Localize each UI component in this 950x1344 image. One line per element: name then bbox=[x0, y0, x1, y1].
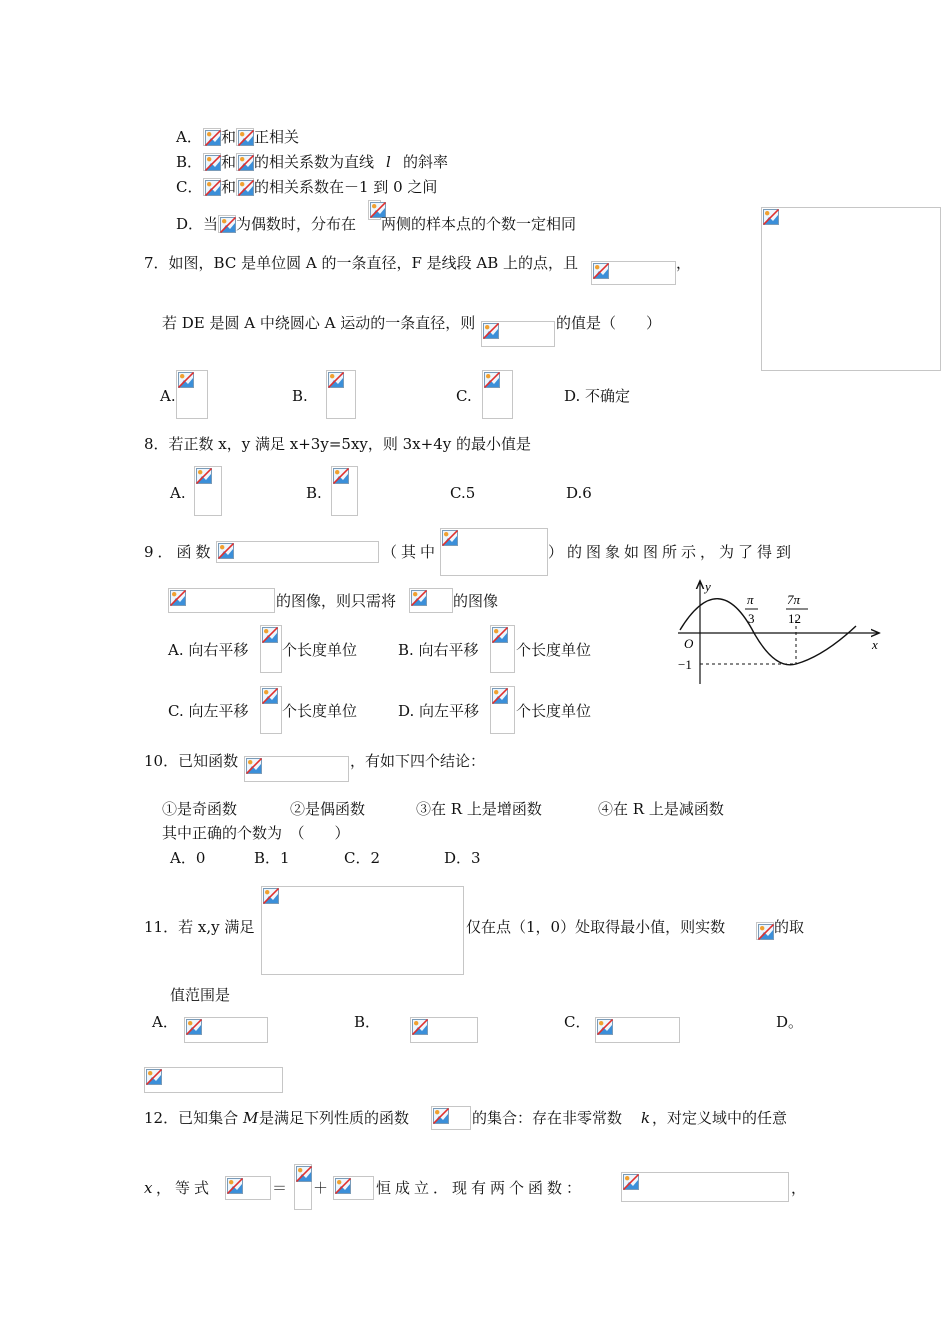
q8-option-b: B. bbox=[306, 484, 322, 502]
origin-label: O bbox=[684, 636, 694, 651]
broken-image-icon bbox=[492, 688, 508, 704]
formula-image bbox=[244, 756, 349, 782]
formula-image bbox=[176, 370, 208, 419]
q12-set-m: M bbox=[243, 1109, 259, 1127]
formula-image bbox=[236, 128, 254, 146]
formula-image bbox=[591, 261, 676, 285]
formula-image bbox=[218, 215, 236, 233]
q9-option-d-unit: 个长度单位 bbox=[516, 702, 592, 720]
formula-image bbox=[409, 588, 453, 613]
pi-numerator-1: π bbox=[747, 592, 754, 607]
neg-one-label: −1 bbox=[678, 657, 692, 672]
formula-image bbox=[216, 541, 379, 563]
q9-option-b-unit: 个长度单位 bbox=[516, 641, 592, 659]
formula-image bbox=[440, 528, 548, 576]
q11-option-c: C． bbox=[564, 1013, 591, 1031]
q7-stem-ask: 的值是（ ） bbox=[556, 314, 662, 332]
q6-d-text2: 两侧的样本点的个数一定相同 bbox=[381, 215, 577, 233]
q10-ask: 其中正确的个数为 （ ） bbox=[162, 824, 350, 842]
q9-stem-num: 9．函数 bbox=[144, 543, 215, 561]
broken-image-icon bbox=[238, 180, 254, 196]
formula-image bbox=[203, 153, 221, 171]
broken-image-icon bbox=[484, 372, 500, 388]
pi-numerator-2: 7π bbox=[787, 592, 801, 607]
formula-image bbox=[194, 466, 222, 516]
formula-image bbox=[260, 686, 282, 734]
q12-comma: ， bbox=[791, 1179, 807, 1197]
q8-option-c: C.5 bbox=[450, 484, 476, 502]
q10-stem-b: ，有如下四个结论： bbox=[350, 752, 486, 770]
q9-option-b: B. 向右平移 bbox=[398, 641, 479, 659]
broken-image-icon bbox=[178, 372, 194, 388]
q12-const-k: k bbox=[641, 1109, 651, 1127]
q9-option-c-unit: 个长度单位 bbox=[282, 702, 358, 720]
formula-image bbox=[595, 1017, 680, 1043]
broken-image-icon bbox=[146, 1069, 162, 1085]
formula-image bbox=[410, 1017, 478, 1043]
broken-image-icon bbox=[218, 543, 234, 559]
broken-image-icon bbox=[220, 217, 236, 233]
formula-image bbox=[490, 625, 515, 673]
q8-option-d: D.6 bbox=[566, 484, 592, 502]
q6-option-c-label: C． bbox=[176, 178, 203, 196]
formula-image bbox=[144, 1067, 283, 1093]
broken-image-icon bbox=[205, 130, 221, 146]
formula-image bbox=[261, 886, 464, 975]
formula-image bbox=[203, 178, 221, 196]
q7-stem-comma: ， bbox=[676, 254, 692, 272]
q12-plus: ＋ bbox=[313, 1179, 329, 1197]
broken-image-icon bbox=[597, 1019, 613, 1035]
q10-option-b: B．1 bbox=[254, 849, 290, 867]
formula-image bbox=[294, 1164, 312, 1210]
formula-image bbox=[756, 922, 774, 940]
broken-image-icon bbox=[492, 627, 508, 643]
denominator-1: 3 bbox=[748, 611, 755, 626]
q7-stem-line2: 若 DE 是圆 A 中绕圆心 A 运动的一条直径，则 bbox=[162, 314, 476, 332]
q8-stem: 8．若正数 x，y 满足 x+3y=5xy，则 3x+4y 的最小值是 bbox=[144, 435, 531, 453]
broken-image-icon bbox=[238, 130, 254, 146]
q11-stem-b: 仅在点（1，0）处取得最小值，则实数 bbox=[466, 918, 726, 936]
q6-b-var: l bbox=[386, 153, 391, 171]
broken-image-icon bbox=[758, 924, 774, 940]
broken-image-icon bbox=[186, 1019, 202, 1035]
broken-image-icon bbox=[412, 1019, 428, 1035]
q6-option-b-label: B． bbox=[176, 153, 203, 171]
q6-a-text: 正相关 bbox=[254, 128, 300, 146]
denominator-2: 12 bbox=[788, 611, 801, 626]
broken-image-icon bbox=[227, 1178, 243, 1194]
formula-image bbox=[168, 588, 275, 613]
q6-b-tail: 的斜率 bbox=[403, 153, 449, 171]
q12-stem-b: 是满足下列性质的函数 bbox=[259, 1109, 410, 1127]
formula-image bbox=[482, 370, 513, 419]
broken-image-icon bbox=[246, 758, 262, 774]
broken-image-icon bbox=[593, 263, 609, 279]
q10-claim-4: ④在 R 上是减函数 bbox=[598, 800, 724, 818]
formula-image bbox=[236, 178, 254, 196]
q6-a-and: 和 bbox=[221, 128, 237, 146]
q9-option-c: C. 向左平移 bbox=[168, 702, 249, 720]
broken-image-icon bbox=[262, 627, 278, 643]
q11-option-a: A． bbox=[152, 1013, 178, 1031]
q11-option-d: D。 bbox=[776, 1013, 804, 1031]
broken-image-icon bbox=[328, 372, 344, 388]
formula-image bbox=[431, 1106, 471, 1130]
q7-option-d: D. 不确定 bbox=[564, 387, 631, 405]
broken-image-icon bbox=[238, 155, 254, 171]
broken-image-icon bbox=[335, 1178, 351, 1194]
q6-option-a-label: A． bbox=[176, 128, 202, 146]
q9-line2-a: 的图像，则只需将 bbox=[276, 592, 397, 610]
q7-figure-image bbox=[761, 207, 941, 371]
broken-image-icon bbox=[262, 688, 278, 704]
broken-image-icon bbox=[205, 180, 221, 196]
formula-image bbox=[331, 466, 358, 516]
formula-image bbox=[236, 153, 254, 171]
q9-line2-b: 的图像 bbox=[453, 592, 499, 610]
q7-option-b: B. bbox=[292, 387, 308, 405]
broken-image-icon bbox=[205, 155, 221, 171]
q12-line2-b: 恒成立．现有两个函数： bbox=[376, 1179, 586, 1197]
formula-image bbox=[490, 686, 515, 734]
sine-curve bbox=[680, 599, 856, 665]
broken-image-icon bbox=[763, 209, 779, 225]
broken-image-icon bbox=[170, 590, 186, 606]
q6-c-text: 的相关系数在－1 到 0 之间 bbox=[254, 178, 438, 196]
q10-claim-1: ①是奇函数 bbox=[162, 800, 238, 818]
q11-option-b: B． bbox=[354, 1013, 381, 1031]
formula-image bbox=[203, 128, 221, 146]
formula-image bbox=[326, 370, 356, 419]
broken-image-icon bbox=[196, 468, 212, 484]
q12-stem-a: 12．已知集合 bbox=[144, 1109, 239, 1127]
q9-option-a: A. 向右平移 bbox=[168, 641, 249, 659]
formula-image bbox=[225, 1176, 271, 1200]
q12-stem-c: 的集合：存在非零常数 bbox=[472, 1109, 623, 1127]
x-axis-label: x bbox=[872, 637, 878, 652]
q9-stem-qizhong: （其中 bbox=[382, 543, 440, 561]
formula-image bbox=[621, 1172, 789, 1202]
q7-option-a: A. bbox=[160, 387, 176, 405]
q12-line2-a: ，等式 bbox=[156, 1179, 214, 1197]
q11-stem-a: 11．若 x,y 满足 bbox=[144, 918, 255, 936]
formula-image bbox=[481, 321, 555, 347]
q7-option-c: C. bbox=[456, 387, 472, 405]
q12-var-x: x bbox=[144, 1179, 153, 1197]
q11-stem-c: 的取 bbox=[774, 918, 805, 936]
formula-image bbox=[260, 625, 282, 673]
q6-d-text1: 为偶数时，分布在 bbox=[236, 215, 357, 233]
q6-c-and: 和 bbox=[221, 178, 237, 196]
q9-option-d: D. 向左平移 bbox=[398, 702, 480, 720]
q9-stem-tail: ）的图象如图所示，为了得到 bbox=[548, 543, 796, 561]
q7-stem-line1: 7．如图，BC 是单位圆 A 的一条直径，F 是线段 AB 上的点，且 bbox=[144, 254, 579, 272]
q12-equals: ＝ bbox=[272, 1179, 288, 1197]
q10-option-d: D．3 bbox=[444, 849, 481, 867]
q6-b-text: 的相关系数为直线 bbox=[254, 153, 375, 171]
q10-claim-3: ③在 R 上是增函数 bbox=[416, 800, 542, 818]
formula-image bbox=[368, 200, 381, 220]
q10-option-a: A．0 bbox=[170, 849, 206, 867]
q10-option-c: C．2 bbox=[344, 849, 381, 867]
broken-image-icon bbox=[623, 1174, 639, 1190]
broken-image-icon bbox=[411, 590, 427, 606]
formula-image bbox=[333, 1176, 374, 1200]
q6-b-and: 和 bbox=[221, 153, 237, 171]
broken-image-icon bbox=[483, 323, 499, 339]
q10-claim-2: ②是偶函数 bbox=[290, 800, 366, 818]
broken-image-icon bbox=[333, 468, 349, 484]
q12-stem-d: ，对定义域中的任意 bbox=[652, 1109, 788, 1127]
q11-line2: 值范围是 bbox=[170, 986, 231, 1004]
q9-option-a-unit: 个长度单位 bbox=[282, 641, 358, 659]
broken-image-icon bbox=[433, 1108, 449, 1124]
q6-option-d-label: D．当 bbox=[176, 215, 219, 233]
broken-image-icon bbox=[442, 530, 458, 546]
broken-image-icon bbox=[296, 1166, 312, 1182]
y-axis-label: y bbox=[705, 579, 711, 594]
q8-option-a: A. bbox=[170, 484, 186, 502]
q10-stem-a: 10．已知函数 bbox=[144, 752, 239, 770]
broken-image-icon bbox=[263, 888, 279, 904]
formula-image bbox=[184, 1017, 268, 1043]
sine-graph bbox=[672, 578, 884, 688]
